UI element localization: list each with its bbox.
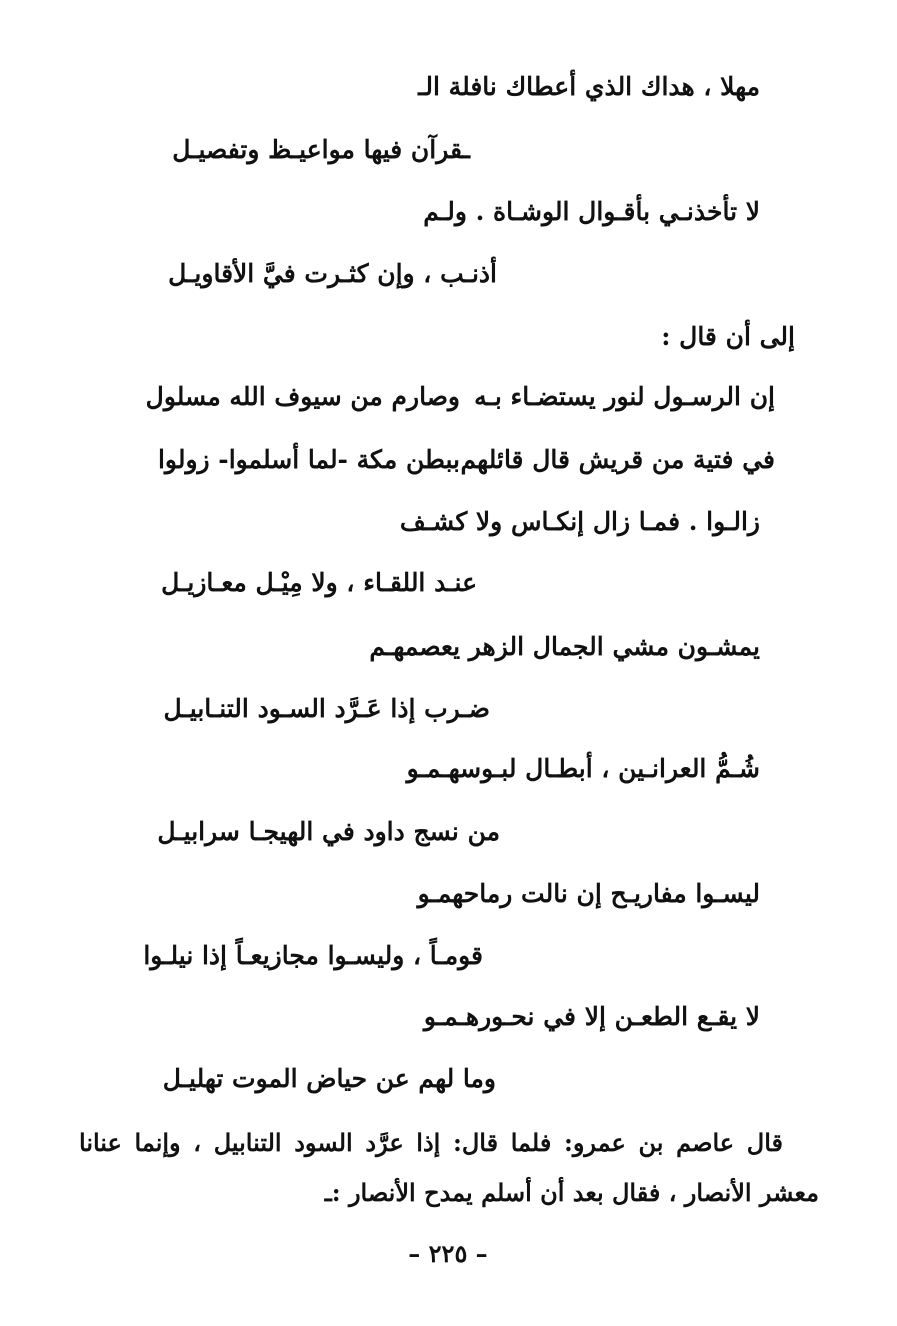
couplet-second-hemistich: وصارم من سيوف الله مسلول <box>145 382 460 411</box>
verse-line: شُـمُّ العرانـين ، أبطـال لبـوسهـمـو <box>406 754 760 783</box>
verse-line: يمشـون مشي الجمال الزهر يعصمهـم <box>369 632 760 661</box>
verse-line: زالـوا . فمـا زال إنكـاس ولا كشـف <box>399 507 760 536</box>
verse-line: ـقرآن فيها مواعيـظ وتفصيـل <box>172 135 470 164</box>
verse-line: وما لهم عن حياض الموت تهليـل <box>162 1064 496 1093</box>
transition-heading: إلى أن قال : <box>661 322 795 351</box>
closing-paragraph: قال عاصم بن عمرو: فلما قال: إذا عرَّد السود التنابيل ، وإنما عنانا معشر الأنصار ، فقال بعد أن أسلم يمدح الأنصار :ـ <box>79 1128 819 1207</box>
verse-line: قومـاً ، وليسـوا مجازيعـاً إذا نيلـوا <box>143 941 483 970</box>
couplet-first-hemistich: في فتية من قريش قال قائلهم <box>460 445 775 474</box>
verse-line: مهلا ، هداك الذي أعطاك نافلة الـ <box>418 72 760 101</box>
couplet-second-hemistich: ببطن مكة -لما أسلموا- زولوا <box>157 445 460 474</box>
verse-line: من نسج داود في الهيجـا سرابيـل <box>157 817 500 846</box>
verse-line: عنـد اللقـاء ، ولا مِيْـل معـازيـل <box>161 568 477 597</box>
verse-line: لا تأخذنـي بأقـوال الوشـاة . ولـم <box>423 197 760 226</box>
verse-line: أذنـب ، وإن كثـرت فيَّ الأقاويـل <box>168 259 497 288</box>
verse-line: ضـرب إذا عَـرَّد السـود التنـابيـل <box>163 694 490 723</box>
page-number: – ٢٢٥ – <box>408 1239 488 1268</box>
verse-line: لا يقـع الطعـن إلا في نحـورهـمـو <box>423 1002 760 1031</box>
couplet-first-hemistich: إن الرسـول لنور يستضـاء بـه <box>474 382 775 411</box>
verse-line: ليسـوا مفاريـح إن نالت رماحهمـو <box>417 879 760 908</box>
